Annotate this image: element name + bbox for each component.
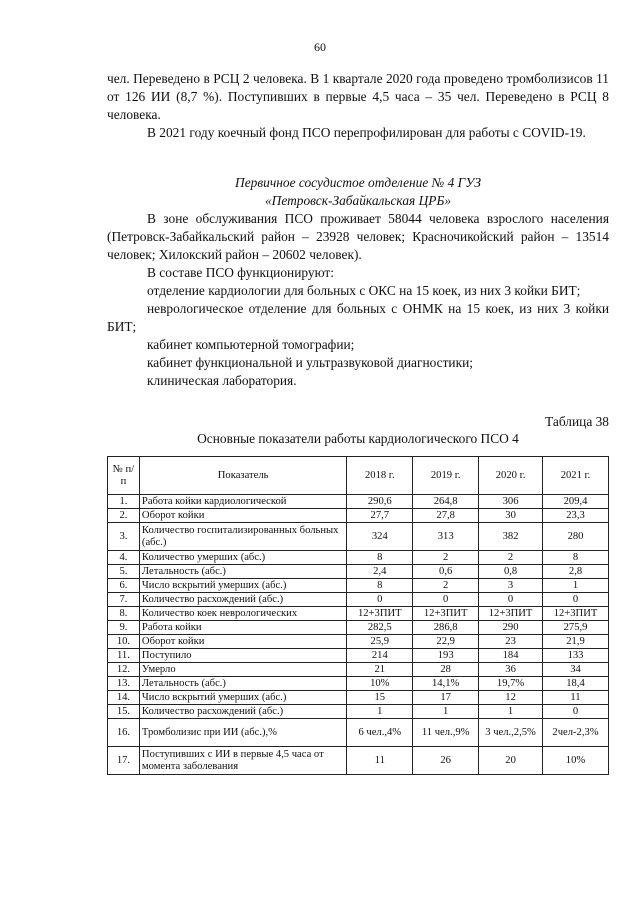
indicator-cell: Работа койки кардиологической bbox=[139, 495, 346, 509]
row-number-cell: 7. bbox=[108, 593, 140, 607]
value-cell: 0 bbox=[543, 705, 609, 719]
paragraph: В составе ПСО функционируют: bbox=[147, 265, 334, 280]
value-cell: 1 bbox=[479, 705, 543, 719]
section-title-line: Первичное сосудистое отделение № 4 ГУЗ bbox=[235, 175, 481, 190]
value-cell: 2чел-2,3% bbox=[543, 719, 609, 747]
value-cell: 2,4 bbox=[347, 565, 413, 579]
value-cell: 0 bbox=[543, 593, 609, 607]
value-cell: 12+3ПИТ bbox=[347, 607, 413, 621]
table-row bbox=[108, 579, 609, 593]
value-cell: 23 bbox=[479, 635, 543, 649]
value-cell: 280 bbox=[543, 523, 609, 551]
value-cell: 193 bbox=[413, 649, 479, 663]
value-cell: 34 bbox=[543, 663, 609, 677]
table-row bbox=[108, 663, 609, 677]
indicator-cell: Оборот койки bbox=[139, 635, 346, 649]
value-cell: 290,6 bbox=[347, 495, 413, 509]
row-number-cell: 4. bbox=[108, 551, 140, 565]
indicator-cell: Летальность (абс.) bbox=[139, 565, 346, 579]
row-number-cell: 2. bbox=[108, 509, 140, 523]
table-body bbox=[108, 495, 609, 775]
value-cell: 1 bbox=[413, 705, 479, 719]
row-number-cell: 13. bbox=[108, 677, 140, 691]
value-cell: 0,6 bbox=[413, 565, 479, 579]
value-cell: 306 bbox=[479, 495, 543, 509]
table-row bbox=[108, 495, 609, 509]
value-cell: 0 bbox=[479, 593, 543, 607]
value-cell: 11 bbox=[347, 747, 413, 775]
table-header-row bbox=[108, 457, 609, 495]
indicator-cell: Поступило bbox=[139, 649, 346, 663]
indicator-cell: Тромболизис при ИИ (абс.),% bbox=[139, 719, 346, 747]
indicator-cell: Количество расхождений (абс.) bbox=[139, 593, 346, 607]
indicator-cell: Количество умерших (абс.) bbox=[139, 551, 346, 565]
value-cell: 21,9 bbox=[543, 635, 609, 649]
value-cell: 10% bbox=[543, 747, 609, 775]
value-cell: 19,7% bbox=[479, 677, 543, 691]
indicator-cell: Летальность (абс.) bbox=[139, 677, 346, 691]
value-cell: 0 bbox=[347, 593, 413, 607]
paragraph: В зоне обслуживания ПСО проживает 58044 человека взрослого населения (Петровск-Забайкальский район – 23928 человек; Красночикойский район – 13514 человек; Хилокский район – 20602 человек). bbox=[107, 211, 609, 262]
table-row bbox=[108, 551, 609, 565]
value-cell: 12 bbox=[479, 691, 543, 705]
table-row bbox=[108, 593, 609, 607]
value-cell: 30 bbox=[479, 509, 543, 523]
row-number-cell: 3. bbox=[108, 523, 140, 551]
value-cell: 12+3ПИТ bbox=[413, 607, 479, 621]
paragraph: В 2021 году коечный фонд ПСО перепрофилирован для работы с COVID-19. bbox=[147, 125, 586, 140]
value-cell: 290 bbox=[479, 621, 543, 635]
indicator-cell: Оборот койки bbox=[139, 509, 346, 523]
row-number-cell: 5. bbox=[108, 565, 140, 579]
paragraph: неврологическое отделение для больных с ОНМК на 15 коек, из них 3 койки БИТ; bbox=[107, 301, 609, 334]
header-cell: № п/п bbox=[108, 457, 140, 495]
header-cell: 2019 г. bbox=[413, 457, 479, 495]
value-cell: 6 чел.,4% bbox=[347, 719, 413, 747]
paragraph: кабинет функциональной и ультразвуковой диагностики; bbox=[147, 355, 473, 370]
value-cell: 0 bbox=[413, 593, 479, 607]
value-cell: 20 bbox=[479, 747, 543, 775]
value-cell: 15 bbox=[347, 691, 413, 705]
table-row bbox=[108, 621, 609, 635]
table-label: Таблица 38 bbox=[545, 414, 609, 429]
value-cell: 2 bbox=[413, 551, 479, 565]
value-cell: 21 bbox=[347, 663, 413, 677]
table-row bbox=[108, 649, 609, 663]
value-cell: 275,9 bbox=[543, 621, 609, 635]
value-cell: 22,9 bbox=[413, 635, 479, 649]
table-row bbox=[108, 635, 609, 649]
value-cell: 10% bbox=[347, 677, 413, 691]
value-cell: 17 bbox=[413, 691, 479, 705]
indicator-cell: Количество госпитализированных больных (абс.) bbox=[139, 523, 346, 551]
value-cell: 324 bbox=[347, 523, 413, 551]
value-cell: 27,7 bbox=[347, 509, 413, 523]
table-row bbox=[108, 509, 609, 523]
value-cell: 12+3ПИТ bbox=[479, 607, 543, 621]
table-caption: Основные показатели работы кардиологического ПСО 4 bbox=[197, 431, 519, 446]
indicator-cell: Работа койки bbox=[139, 621, 346, 635]
row-number-cell: 1. bbox=[108, 495, 140, 509]
indicator-cell: Количество расхождений (абс.) bbox=[139, 705, 346, 719]
row-number-cell: 6. bbox=[108, 579, 140, 593]
row-number-cell: 17. bbox=[108, 747, 140, 775]
table-row bbox=[108, 565, 609, 579]
value-cell: 2 bbox=[479, 551, 543, 565]
indicator-cell: Число вскрытий умерших (абс.) bbox=[139, 691, 346, 705]
header-cell: Показатель bbox=[139, 457, 346, 495]
row-number-cell: 8. bbox=[108, 607, 140, 621]
table-row bbox=[108, 607, 609, 621]
value-cell: 2,8 bbox=[543, 565, 609, 579]
indicators-table bbox=[107, 456, 609, 775]
value-cell: 3 bbox=[479, 579, 543, 593]
value-cell: 12+3ПИТ bbox=[543, 607, 609, 621]
paragraph: клиническая лаборатория. bbox=[147, 373, 297, 388]
row-number-cell: 16. bbox=[108, 719, 140, 747]
value-cell: 8 bbox=[347, 551, 413, 565]
table-row bbox=[108, 747, 609, 775]
header-cell: 2018 г. bbox=[347, 457, 413, 495]
value-cell: 23,3 bbox=[543, 509, 609, 523]
table-row bbox=[108, 691, 609, 705]
value-cell: 8 bbox=[543, 551, 609, 565]
value-cell: 3 чел.,2,5% bbox=[479, 719, 543, 747]
value-cell: 11 чел.,9% bbox=[413, 719, 479, 747]
table-row bbox=[108, 523, 609, 551]
value-cell: 264,8 bbox=[413, 495, 479, 509]
value-cell: 18,4 bbox=[543, 677, 609, 691]
row-number-cell: 11. bbox=[108, 649, 140, 663]
indicator-cell: Число вскрытий умерших (абс.) bbox=[139, 579, 346, 593]
value-cell: 209,4 bbox=[543, 495, 609, 509]
value-cell: 26 bbox=[413, 747, 479, 775]
paragraph: кабинет компьютерной томографии; bbox=[147, 337, 355, 352]
value-cell: 382 bbox=[479, 523, 543, 551]
value-cell: 28 bbox=[413, 663, 479, 677]
intro-text bbox=[107, 70, 609, 142]
row-number-cell: 12. bbox=[108, 663, 140, 677]
row-number-cell: 15. bbox=[108, 705, 140, 719]
paragraph: чел. Переведено в РСЦ 2 человека. В 1 квартале 2020 года проведено тромболизисов 11 от 126 ИИ (8,7 %). Поступивших в первые 4,5 часа – 35 чел. Переведено в РСЦ 8 человека. bbox=[107, 71, 609, 122]
paragraph: отделение кардиологии для больных с ОКС на 15 коек, из них 3 койки БИТ; bbox=[147, 283, 581, 298]
table-row bbox=[108, 719, 609, 747]
value-cell: 184 bbox=[479, 649, 543, 663]
value-cell: 8 bbox=[347, 579, 413, 593]
value-cell: 36 bbox=[479, 663, 543, 677]
row-number-cell: 9. bbox=[108, 621, 140, 635]
value-cell: 214 bbox=[347, 649, 413, 663]
value-cell: 0,8 bbox=[479, 565, 543, 579]
value-cell: 27,8 bbox=[413, 509, 479, 523]
value-cell: 133 bbox=[543, 649, 609, 663]
table-row bbox=[108, 705, 609, 719]
indicator-cell: Количество коек неврологических bbox=[139, 607, 346, 621]
row-number-cell: 10. bbox=[108, 635, 140, 649]
header-cell: 2020 г. bbox=[479, 457, 543, 495]
indicator-cell: Умерло bbox=[139, 663, 346, 677]
value-cell: 1 bbox=[347, 705, 413, 719]
value-cell: 313 bbox=[413, 523, 479, 551]
page-number: 60 bbox=[314, 40, 326, 54]
body-text bbox=[107, 210, 609, 390]
value-cell: 25,9 bbox=[347, 635, 413, 649]
value-cell: 286,8 bbox=[413, 621, 479, 635]
value-cell: 282,5 bbox=[347, 621, 413, 635]
row-number-cell: 14. bbox=[108, 691, 140, 705]
value-cell: 2 bbox=[413, 579, 479, 593]
table-row bbox=[108, 677, 609, 691]
value-cell: 1 bbox=[543, 579, 609, 593]
section-title bbox=[107, 174, 609, 210]
header-cell: 2021 г. bbox=[543, 457, 609, 495]
value-cell: 11 bbox=[543, 691, 609, 705]
value-cell: 14,1% bbox=[413, 677, 479, 691]
section-title-line: «Петровск-Забайкальская ЦРБ» bbox=[264, 193, 452, 208]
indicator-cell: Поступивших с ИИ в первые 4,5 часа от момента заболевания bbox=[139, 747, 346, 775]
